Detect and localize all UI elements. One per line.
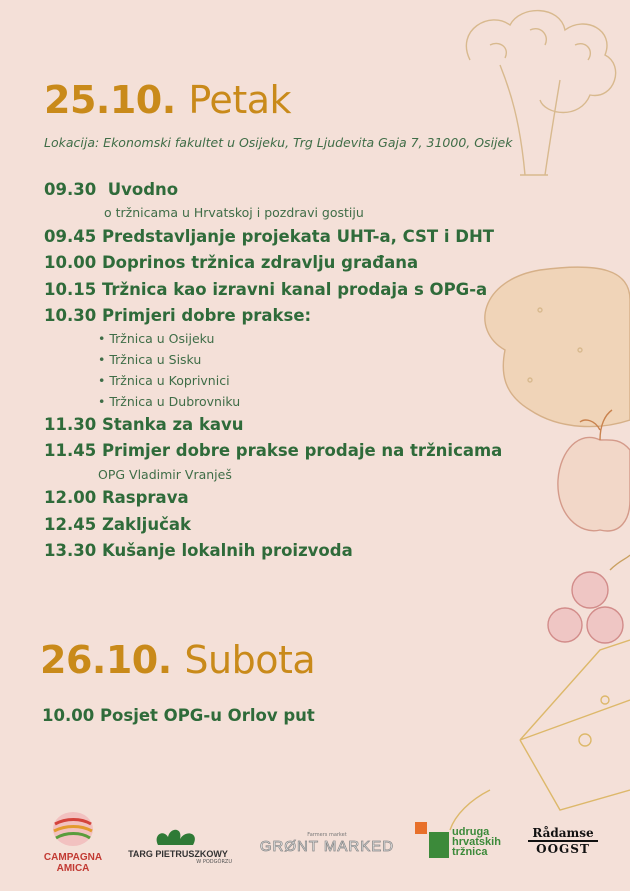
- campagna-amica-logo: [38, 810, 108, 874]
- schedule-time: 10.30: [44, 306, 97, 325]
- schedule-item: [44, 306, 311, 325]
- radamse-line2: OOGST: [536, 842, 590, 856]
- schedule-title: Kušanje lokalnih proizvoda: [101, 541, 353, 560]
- day2-date: 26.10.: [40, 638, 172, 682]
- day2-name: Subota: [184, 638, 316, 682]
- schedule-title: Zaključak: [101, 515, 191, 534]
- schedule-item: [44, 488, 189, 507]
- targ-name: TARG PIETRUSZKOWY: [128, 849, 228, 859]
- schedule-title: Predstavljanje projekata UHT-a, CST i DHT: [101, 227, 495, 246]
- udruga-line3: tržnica: [452, 846, 488, 858]
- campagna-line1: CAMPAGNA: [43, 852, 103, 863]
- schedule-item: [44, 441, 502, 460]
- parsley-icon: [148, 825, 208, 849]
- schedule-title: Tržnica kao izravni kanal prodaja s OPG-a: [101, 280, 488, 299]
- gront-name: GRØNT MARKED: [259, 838, 395, 855]
- radamse-oogst-logo: [528, 826, 598, 856]
- gront-top: Farmers market: [307, 832, 347, 838]
- schedule-time: 12.00: [44, 488, 97, 507]
- example-item: • Tržnica u Osijeku: [98, 331, 215, 346]
- schedule-title: Stanka za kavu: [101, 415, 244, 434]
- udruga-green-block: [429, 832, 449, 858]
- schedule-time: 10.15: [44, 280, 97, 299]
- example-note: OPG Vladimir Vranješ: [98, 467, 232, 482]
- campagna-line2: AMICA: [56, 863, 90, 874]
- schedule-item: [44, 415, 244, 434]
- schedule-item: [44, 541, 353, 560]
- schedule-item: [44, 180, 178, 199]
- udruga-orange-square: [415, 822, 427, 834]
- targ-pietruszkowy-logo: [118, 825, 238, 865]
- schedule-item: [44, 253, 418, 272]
- gront-marked-logo: [252, 832, 402, 855]
- schedule-title: Uvodno: [107, 180, 179, 199]
- schedule-title: Doprinos tržnica zdravlju građana: [101, 253, 419, 272]
- uvodno-note: o tržnicama u Hrvatskoj i pozdravi gostiju: [104, 205, 364, 220]
- example-item: • Tržnica u Koprivnici: [98, 373, 230, 388]
- schedule-title: Primjeri dobre prakse:: [101, 306, 312, 325]
- schedule-item: [44, 280, 487, 299]
- day1-name: Petak: [188, 78, 292, 122]
- schedule-time: 13.30: [44, 541, 97, 560]
- schedule-title: Primjer dobre prakse prodaje na tržnicama: [101, 441, 503, 460]
- schedule-time: 09.45: [44, 227, 97, 246]
- example-item: • Tržnica u Sisku: [98, 352, 202, 367]
- targ-sub: W PODGÓRZU: [196, 859, 232, 865]
- day1-heading: [44, 78, 291, 122]
- day2-heading: [40, 638, 315, 682]
- radamse-line1: Rådamse: [528, 826, 598, 842]
- schedule-time: 10.00: [44, 253, 97, 272]
- schedule-time: 11.45: [44, 441, 97, 460]
- schedule-title: Posjet OPG-u Orlov put: [99, 706, 315, 725]
- udruga-logo: [415, 822, 515, 862]
- schedule-time: 09.30: [44, 180, 97, 199]
- day1-date: 25.10.: [44, 78, 176, 122]
- schedule-item: [44, 227, 494, 246]
- schedule-title: Rasprava: [101, 488, 189, 507]
- schedule-time: 10.00: [42, 706, 95, 725]
- campagna-amica-icon: [51, 810, 95, 848]
- schedule-item: [44, 515, 191, 534]
- udruga-line1: udruga: [452, 826, 490, 838]
- day1-location: Lokacija: Ekonomski fakultet u Osijeku, Trg Ljudevita Gaja 7, 31000, Osijek: [44, 135, 513, 150]
- example-item: • Tržnica u Dubrovniku: [98, 394, 241, 409]
- day2-item: [42, 706, 315, 725]
- udruga-line2: hrvatskih: [452, 836, 501, 848]
- schedule-time: 11.30: [44, 415, 97, 434]
- schedule-time: 12.45: [44, 515, 97, 534]
